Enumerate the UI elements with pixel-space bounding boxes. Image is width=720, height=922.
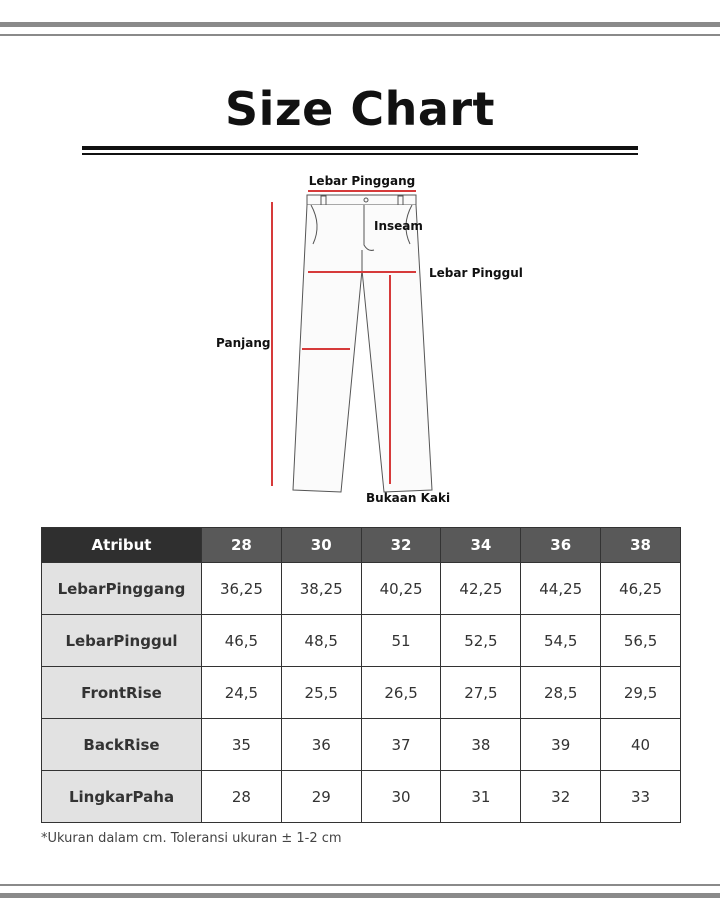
table-row <box>42 667 681 719</box>
table-cell: 36,25 <box>202 563 282 615</box>
hip-label: Lebar Pinggul <box>429 266 523 280</box>
table-cell: 44,25 <box>521 563 601 615</box>
bottom-frame-line-thin <box>0 884 720 886</box>
table-cell: 31 <box>441 771 521 823</box>
column-header-size: 36 <box>521 528 601 563</box>
table-cell: 28,5 <box>521 667 601 719</box>
row-label: LebarPinggang <box>42 563 202 615</box>
table-cell: 48,5 <box>281 615 361 667</box>
table-cell: 25,5 <box>281 667 361 719</box>
table-cell: 32 <box>521 771 601 823</box>
table-cell: 46,5 <box>202 615 282 667</box>
table-cell: 28 <box>202 771 282 823</box>
row-label: LebarPinggul <box>42 615 202 667</box>
tolerance-note: *Ukuran dalam cm. Toleransi ukuran ± 1-2 cm <box>41 831 342 846</box>
table-cell: 38,25 <box>281 563 361 615</box>
size-table <box>41 527 681 823</box>
table-cell: 36 <box>281 719 361 771</box>
row-label: BackRise <box>42 719 202 771</box>
table-row <box>42 771 681 823</box>
waist-label: Lebar Pinggang <box>308 174 416 188</box>
table-row <box>42 563 681 615</box>
table-cell: 54,5 <box>521 615 601 667</box>
table-cell: 40 <box>601 719 681 771</box>
inseam-label: Inseam <box>374 219 423 233</box>
page-title: Size Chart <box>224 82 496 136</box>
table-cell: 35 <box>202 719 282 771</box>
column-header-attribute: Atribut <box>42 528 202 563</box>
pants-outline <box>293 195 432 492</box>
column-header-size: 34 <box>441 528 521 563</box>
table-header-row <box>42 528 681 563</box>
table-cell: 33 <box>601 771 681 823</box>
table-cell: 56,5 <box>601 615 681 667</box>
table-cell: 29,5 <box>601 667 681 719</box>
table-cell: 52,5 <box>441 615 521 667</box>
table-cell: 42,25 <box>441 563 521 615</box>
length-label: Panjang <box>216 336 271 350</box>
column-header-size: 32 <box>361 528 441 563</box>
table-cell: 29 <box>281 771 361 823</box>
table-cell: 46,25 <box>601 563 681 615</box>
row-label: LingkarPaha <box>42 771 202 823</box>
table-cell: 24,5 <box>202 667 282 719</box>
column-header-size: 30 <box>281 528 361 563</box>
row-label: FrontRise <box>42 667 202 719</box>
table-cell: 26,5 <box>361 667 441 719</box>
column-header-size: 28 <box>202 528 282 563</box>
table-cell: 27,5 <box>441 667 521 719</box>
table-cell: 39 <box>521 719 601 771</box>
table-cell: 40,25 <box>361 563 441 615</box>
table-row <box>42 719 681 771</box>
table-cell: 38 <box>441 719 521 771</box>
leg-opening-label: Bukaan Kaki <box>366 491 451 505</box>
table-cell: 30 <box>361 771 441 823</box>
bottom-frame-line <box>0 893 720 898</box>
table-row <box>42 615 681 667</box>
table-cell: 51 <box>361 615 441 667</box>
table-cell: 37 <box>361 719 441 771</box>
column-header-size: 38 <box>601 528 681 563</box>
